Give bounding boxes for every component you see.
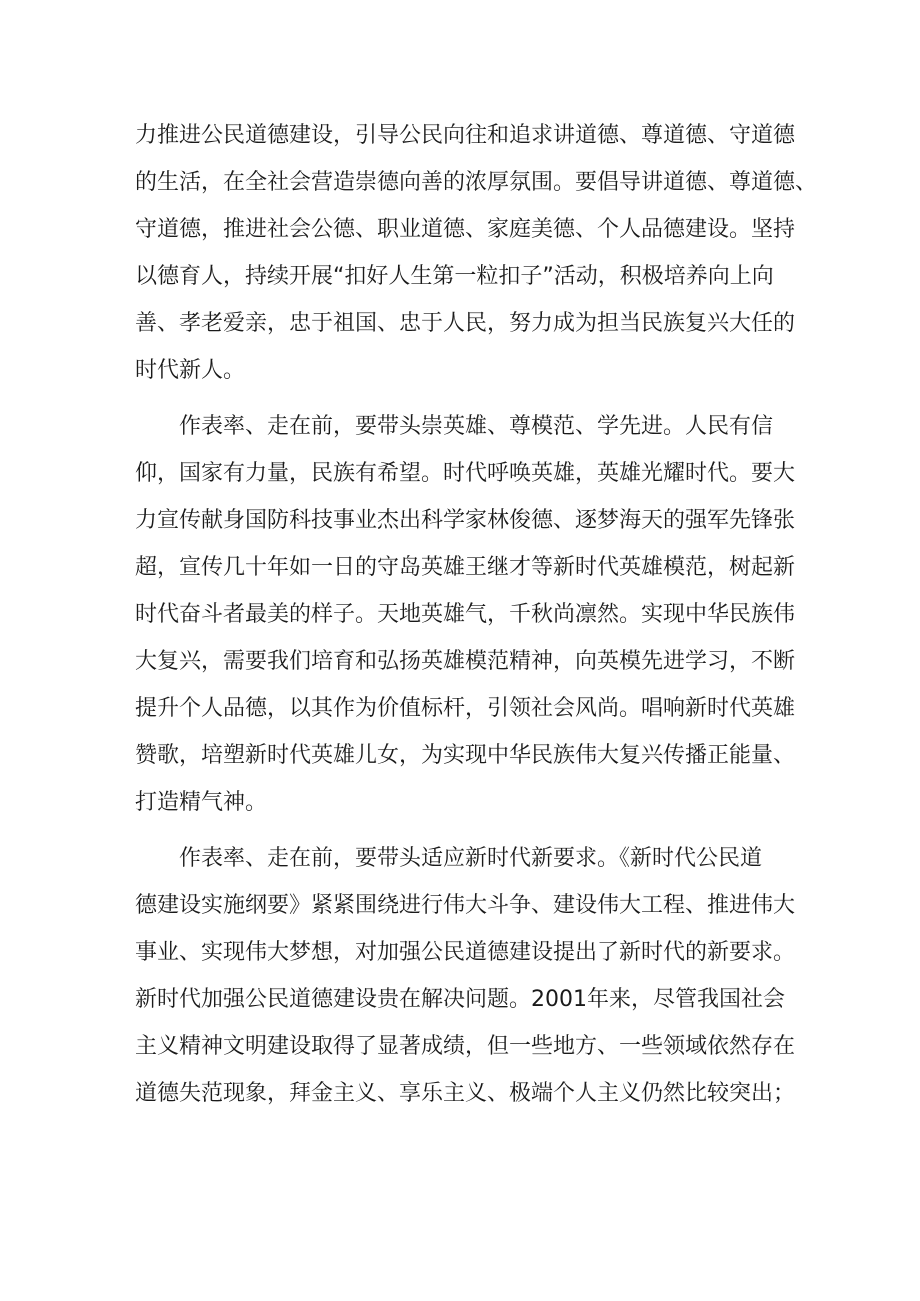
text-line: 德建设实施纲要》紧紧围绕进行伟大斗争、建设伟大工程、推进伟大 xyxy=(135,893,796,918)
text-line: 主义精神文明建设取得了显著成绩，但一些地方、一些领域依然存在 xyxy=(135,1034,796,1059)
text-line: 的生活，在全社会营造崇德向善的浓厚氛围。要倡导讲道德、尊道德、 xyxy=(135,170,818,195)
text-line: 作表率、走在前，要带头崇英雄、尊模范、学先进。人民有信 xyxy=(179,414,774,439)
text-line: 作表率、走在前，要带头适应新时代新要求。《新时代公民道 xyxy=(179,846,763,871)
text-line: 事业、实现伟大梦想，对加强公民道德建设提出了新时代的新要求。 xyxy=(135,940,796,965)
document-body xyxy=(135,112,818,1126)
text-line: 提升个人品德，以其作为价值标杆，引领社会风尚。唱响新时代英雄 xyxy=(135,696,796,721)
text-line: 仰，国家有力量，民族有希望。时代呼唤英雄，英雄光耀时代。要大 xyxy=(135,461,796,486)
text-line: 善、孝老爱亲，忠于祖国、忠于人民，努力成为担当民族复兴大任的 xyxy=(135,311,796,336)
text-line: 新时代加强公民道德建设贵在解决问题。2001年来，尽管我国社会 xyxy=(135,987,785,1012)
text-line: 打造精气神。 xyxy=(135,790,268,815)
text-line: 大复兴，需要我们培育和弘扬英雄模范精神，向英模先进学习，不断 xyxy=(135,649,796,674)
paragraph-3 xyxy=(135,835,795,1117)
text-line: 超，宣传几十年如一日的守岛英雄王继才等新时代英雄模范，树起新 xyxy=(135,555,796,580)
text-line: 力宣传献身国防科技事业杰出科学家林俊德、逐梦海天的强军先锋张 xyxy=(135,508,796,533)
text-line: 时代奋斗者最美的样子。天地英雄气，千秋尚凛然。实现中华民族伟 xyxy=(135,602,796,627)
text-line: 时代新人。 xyxy=(135,358,246,383)
text-line: 赞歌，培塑新时代英雄儿女，为实现中华民族伟大复兴传播正能量、 xyxy=(135,743,796,768)
text-line: 力推进公民道德建设，引导公民向往和追求讲道德、尊道德、守道德 xyxy=(135,123,796,148)
text-line: 道德失范现象，拜金主义、享乐主义、极端个人主义仍然比较突出； xyxy=(135,1081,796,1106)
text-line: 以德育人，持续开展“扣好人生第一粒扣子”活动，积极培养向上向 xyxy=(135,264,774,289)
paragraph-2 xyxy=(135,403,795,826)
paragraph-1 xyxy=(135,112,818,394)
text-line: 守道德，推进社会公德、职业道德、家庭美德、个人品德建设。坚持 xyxy=(135,217,796,242)
